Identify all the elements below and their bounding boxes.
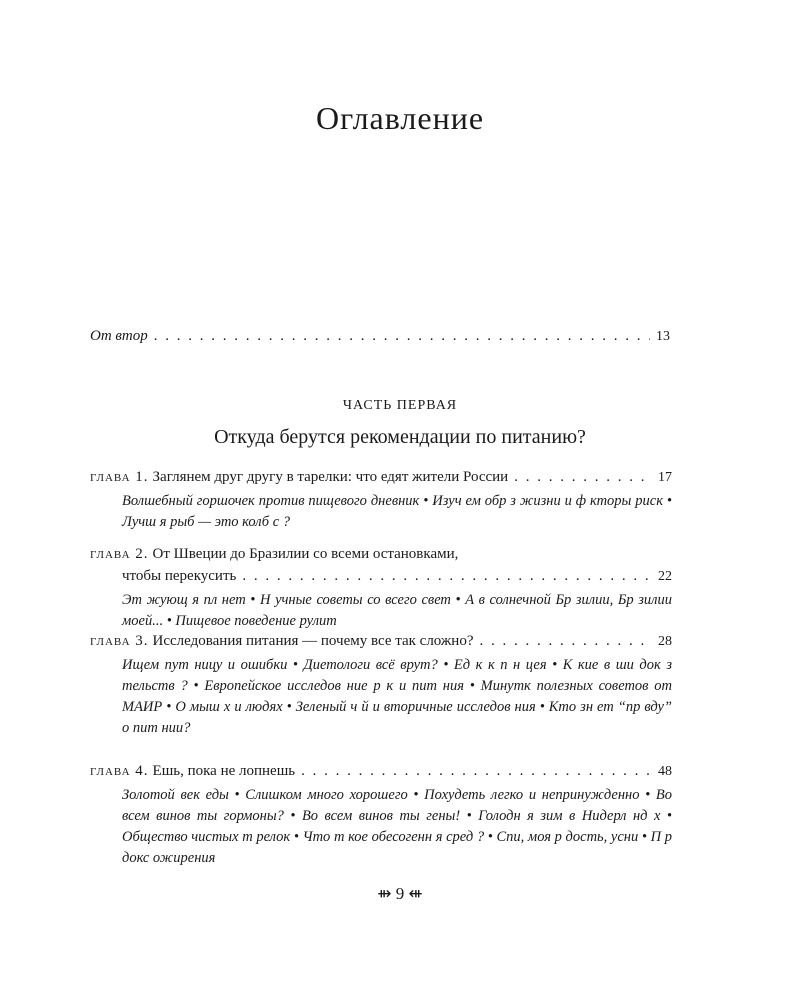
chapter-number: глава 3. bbox=[90, 633, 149, 649]
toc-chapter-4[interactable] bbox=[90, 760, 672, 869]
leader-dots bbox=[154, 328, 650, 345]
toc-entry-intro[interactable] bbox=[90, 328, 670, 345]
chapter-heading bbox=[90, 630, 672, 653]
toc-chapter-2[interactable] bbox=[90, 543, 672, 632]
chapter-title: От Швеции до Бразилии со всеми остановками, bbox=[152, 546, 459, 562]
page-footer bbox=[0, 884, 800, 904]
chapter-heading bbox=[90, 760, 672, 783]
chapter-number: глава 2. bbox=[90, 546, 149, 562]
toc-entry-label: От втор bbox=[90, 328, 148, 344]
toc-page-number: 22 bbox=[658, 569, 672, 584]
page-number: 9 bbox=[395, 884, 405, 903]
chapter-title: Ешь, пока не лопнешь bbox=[152, 763, 296, 779]
ornament-left-icon: ⇻ bbox=[377, 884, 392, 903]
chapter-heading bbox=[90, 543, 672, 565]
toc-page-number: 17 bbox=[658, 470, 672, 485]
toc-chapter-1[interactable] bbox=[90, 466, 672, 533]
toc-page-number: 13 bbox=[656, 329, 670, 344]
part-label: ЧАСТЬ ПЕРВАЯ bbox=[342, 398, 458, 413]
chapter-subsections: Волшебный горшочек против пищевого дневник • Изуч ем обр з жизни и ф кторы риск • Лучш я рыб — это колб с ? bbox=[122, 493, 672, 530]
leader-dots bbox=[480, 630, 653, 652]
leader-dots bbox=[242, 565, 652, 587]
page-title: Оглавление bbox=[315, 100, 485, 136]
chapter-heading-continued bbox=[90, 565, 672, 588]
ornament-right-icon: ⇺ bbox=[408, 884, 423, 903]
chapter-subsections: Золотой век еды • Слишком много хорошего • Похудеть легко и непринужденно • Во всем винов ты гормоны? • Во всем винов ты гены! • Голодн я зим в Нидерл нд х • Общество чистых т релок • Что т кое обесогенн я сред ? • Спи, моя р дость, усни • П р докс ожирения bbox=[122, 787, 672, 866]
chapter-title: Заглянем друг другу в тарелки: что едят жители России bbox=[152, 469, 509, 485]
leader-dots bbox=[514, 466, 652, 488]
chapter-number: глава 1. bbox=[90, 469, 149, 485]
part-title: Откуда берутся рекомендации по питанию? bbox=[214, 426, 586, 448]
chapter-title: Исследования питания — почему все так сложно? bbox=[152, 633, 474, 649]
toc-chapter-3[interactable] bbox=[90, 630, 672, 739]
chapter-heading bbox=[90, 466, 672, 489]
chapter-title-continued: чтобы перекусить bbox=[122, 568, 237, 584]
toc-page-number: 48 bbox=[658, 764, 672, 779]
chapter-subsections: Эт жующ я пл нет • Н учные советы со всего свет • А в солнечной Бр зилии, Бр зилии моей... • Пищевое поведение рулит bbox=[122, 592, 672, 629]
toc-page-number: 28 bbox=[658, 634, 672, 649]
leader-dots bbox=[301, 760, 652, 782]
chapter-subsections: Ищем пут ницу и ошибки • Диетологи всё врут? • Ед к к п н цея • К кие в ши док з тельств ? • Европейское исследов ние р к и пит ния • Минутк полезных советов от МАИР • О мыш х и людях • Зеленый ч й и вторичные исследов ния • Кто зн ет “пр вду” о пит нии? bbox=[122, 657, 672, 736]
chapter-number: глава 4. bbox=[90, 763, 149, 779]
